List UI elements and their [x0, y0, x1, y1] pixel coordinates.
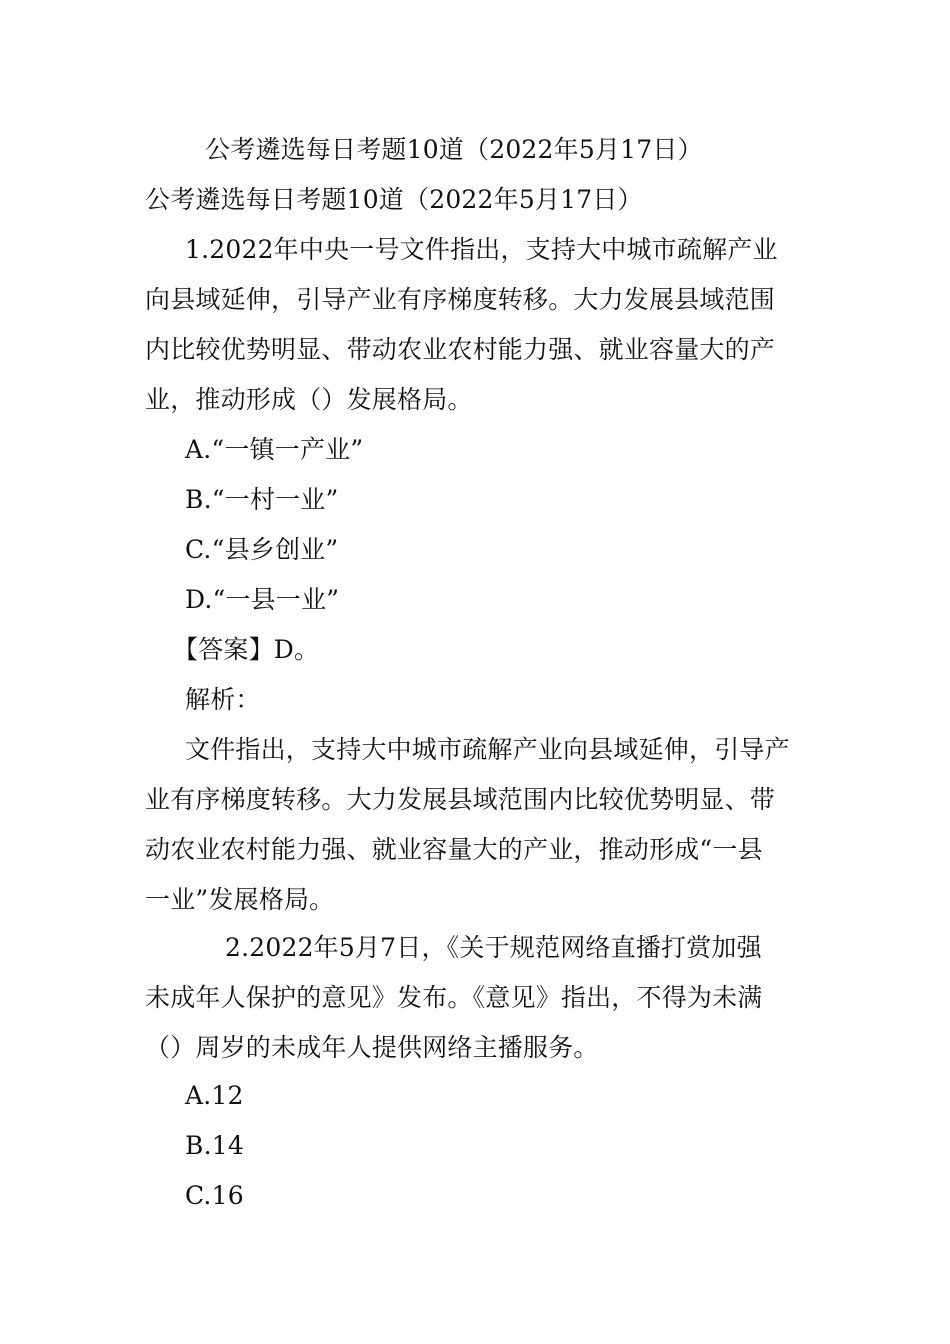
question-1-option-b: B.“一村一业” — [185, 485, 339, 514]
question-1-analysis-label: 解析： — [185, 685, 261, 714]
question-1-option-a: A.“一镇一产业” — [185, 435, 364, 464]
question-1-analysis-line: 一业”发展格局。 — [145, 885, 335, 914]
question-1-answer: 【答案】D。 — [173, 635, 320, 664]
question-2-option-b: B.14 — [185, 1131, 244, 1160]
question-1-stem-line: 业，推动形成（）发展格局。 — [145, 385, 473, 414]
question-1-stem-line: 1.2022年中央一号文件指出，支持大中城市疏解产业 — [185, 235, 778, 264]
document-title: 公考遴选每日考题10道（2022年5月17日） — [145, 185, 643, 214]
question-2-option-a: A.12 — [185, 1081, 244, 1110]
question-1-analysis-line: 动农业农村能力强、就业容量大的产业，推动形成“一县 — [145, 835, 763, 864]
question-1-option-c: C.“县乡创业” — [185, 535, 339, 564]
document-title-centered: 公考遴选每日考题10道（2022年5月17日） — [205, 135, 703, 164]
question-1-analysis-line: 文件指出，支持大中城市疏解产业向县域延伸，引导产 — [185, 735, 790, 764]
question-1-analysis-line: 业有序梯度转移。大力发展县域范围内比较优势明显、带 — [145, 785, 776, 814]
question-1-stem-line: 内比较优势明显、带动农业农村能力强、就业容量大的产 — [145, 335, 776, 364]
question-1-option-d: D.“一县一业” — [185, 585, 340, 614]
question-1-stem-line: 向县域延伸，引导产业有序梯度转移。大力发展县域范围 — [145, 285, 776, 314]
question-2-stem-line: （）周岁的未成年人提供网络主播服务。 — [145, 1033, 599, 1062]
question-2-stem-line: 未成年人保护的意见》发布。《意见》指出，不得为未满 — [145, 983, 763, 1012]
question-2-option-c: C.16 — [185, 1181, 244, 1210]
question-2-stem-line: 2.2022年5月7日，《关于规范网络直播打赏加强 — [225, 933, 762, 962]
